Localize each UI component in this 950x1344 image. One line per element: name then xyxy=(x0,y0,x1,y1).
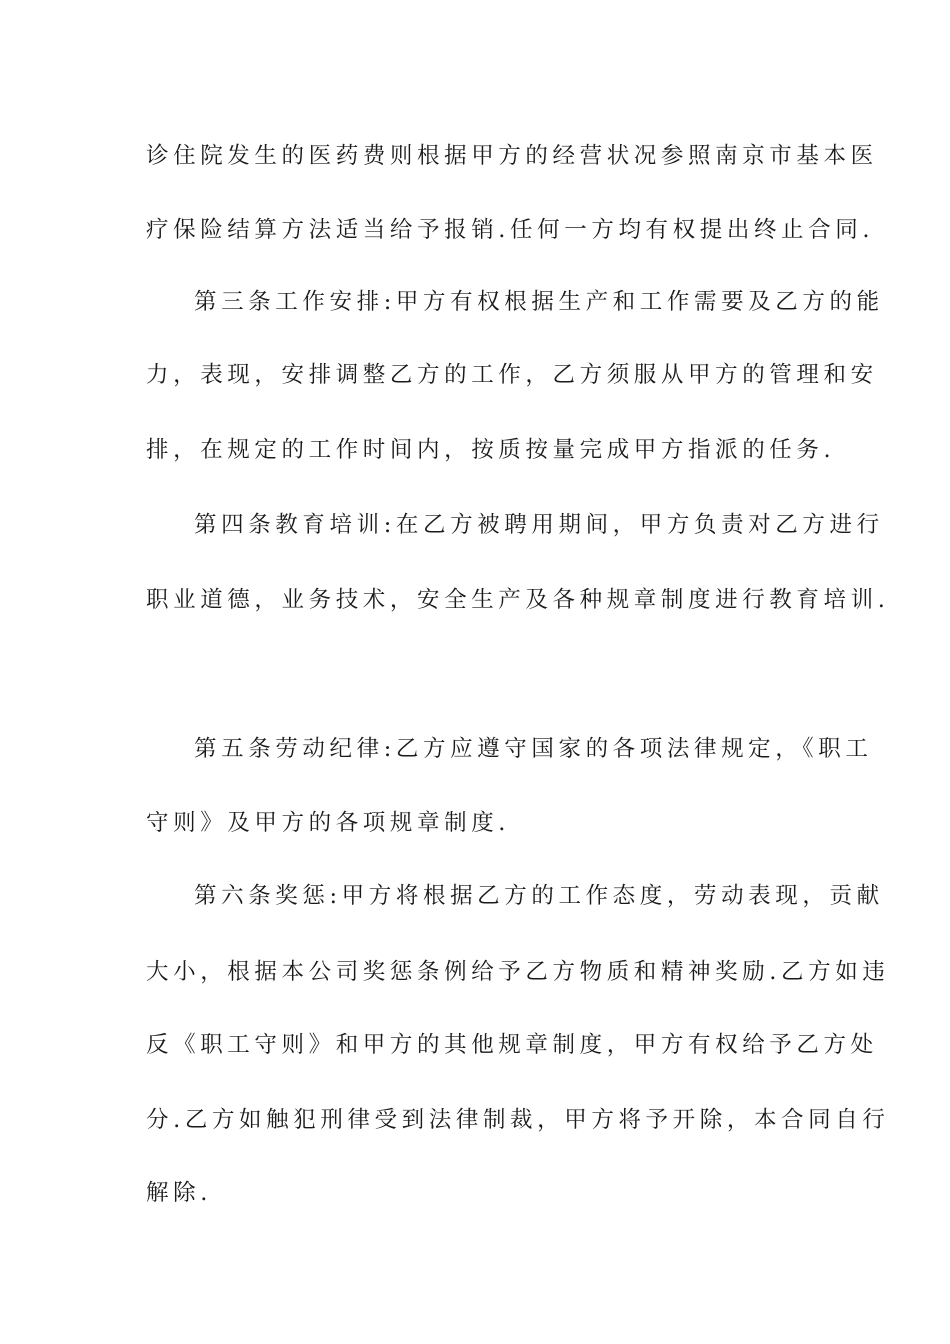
text-line: 守则》及甲方的各项规章制度. xyxy=(146,810,511,836)
text-line: 诊住院发生的医药费则根据甲方的经营状况参照南京市基本医 xyxy=(146,143,878,169)
text-line: 解除. xyxy=(146,1180,212,1206)
text-line: 分.乙方如触犯刑律受到法律制裁，甲方将予开除，本合同自行 xyxy=(146,1107,890,1133)
article-3-heading-line: 第三条工作安排:甲方有权根据生产和工作需要及乙方的能 xyxy=(194,289,884,315)
text-line: 大小，根据本公司奖惩条例给予乙方物质和精神奖励.乙方如违 xyxy=(146,959,890,985)
article-5-heading-line: 第五条劳动纪律:乙方应遵守国家的各项法律规定，《职工 xyxy=(194,736,873,762)
article-4-heading-line: 第四条教育培训:在乙方被聘用期间，甲方负责对乙方进行 xyxy=(194,512,884,538)
text-line: 排，在规定的工作时间内，按质按量完成甲方指派的任务. xyxy=(146,437,836,463)
text-line: 职业道德，业务技术，安全生产及各种规章制度进行教育培训. xyxy=(146,587,890,613)
text-line: 反《职工守则》和甲方的其他规章制度，甲方有权给予乙方处 xyxy=(146,1032,878,1058)
article-6-heading-line: 第六条奖惩:甲方将根据乙方的工作态度，劳动表现，贡献 xyxy=(194,883,884,909)
text-line: 疗保险结算方法适当给予报销.任何一方均有权提出终止合同. xyxy=(146,217,875,243)
text-line: 力，表现，安排调整乙方的工作，乙方须服从甲方的管理和安 xyxy=(146,362,878,388)
